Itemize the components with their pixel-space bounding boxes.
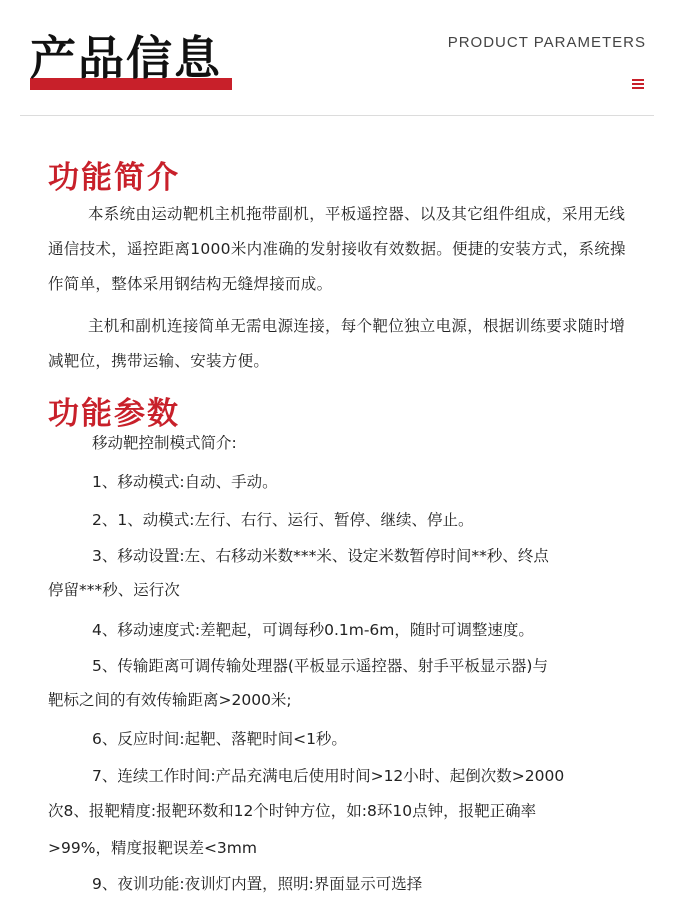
page-title: 产品信息 [30, 31, 222, 85]
param-line: >99%，精度报靶误差<3mm [48, 839, 257, 857]
param-line: 5、传输距离可调传输处理器(平板显示遥控器、射手平板显示器)与 [92, 657, 548, 675]
param-line: 6、反应时间:起靶、落靶时间<1秒。 [92, 730, 347, 748]
title-block [30, 30, 222, 86]
param-line: 4、移动速度式:差靶起，可调每秒0.1m-6m，随时可调整速度。 [92, 621, 534, 639]
param-line: 3、移动设置:左、右移动米数***米、设定米数暂停时间**秒、终点 [92, 547, 549, 565]
param-line: 1、移动模式:自动、手动。 [92, 473, 278, 491]
intro-paragraph-1-text: 本系统由运动靶机主机拖带副机，平板遥控器、以及其它组件组成，采用无线通信技术，遥控距离1000米内准确的发射接收有效数据。便捷的安装方式，系统操作简单，整体采用钢结构无缝焊接而成。 [48, 205, 626, 293]
param-line: 次8、报靶精度:报靶环数和12个时钟方位，如:8环10点钟，报靶正确率 [48, 802, 537, 820]
intro-paragraph-2 [48, 309, 633, 379]
param-line: 9、夜训功能:夜训灯内置，照明:界面显示可选择 [92, 875, 423, 893]
param-line: 2、1、动模式:左行、右行、运行、暂停、继续、停止。 [92, 511, 474, 529]
page-subtitle: PRODUCT PARAMETERS [447, 34, 646, 51]
menu-icon[interactable] [632, 79, 644, 89]
param-line: 靶标之间的有效传输距离>2000米; [48, 691, 292, 709]
section-heading-params: 功能参数 [48, 396, 180, 432]
param-line: 移动靶控制模式简介: [92, 434, 237, 452]
header-divider [20, 115, 654, 116]
param-line: 停留***秒、运行次 [48, 581, 180, 599]
intro-paragraph-1 [48, 197, 633, 302]
section-heading-intro: 功能简介 [48, 160, 180, 196]
intro-paragraph-2-text: 主机和副机连接简单无需电源连接，每个靶位独立电源，根据训练要求随时增减靶位，携带运输、安装方便。 [48, 317, 626, 370]
page-header [0, 0, 674, 116]
param-line: 7、连续工作时间:产品充满电后使用时间>12小时、起倒次数>2000 [92, 767, 565, 785]
